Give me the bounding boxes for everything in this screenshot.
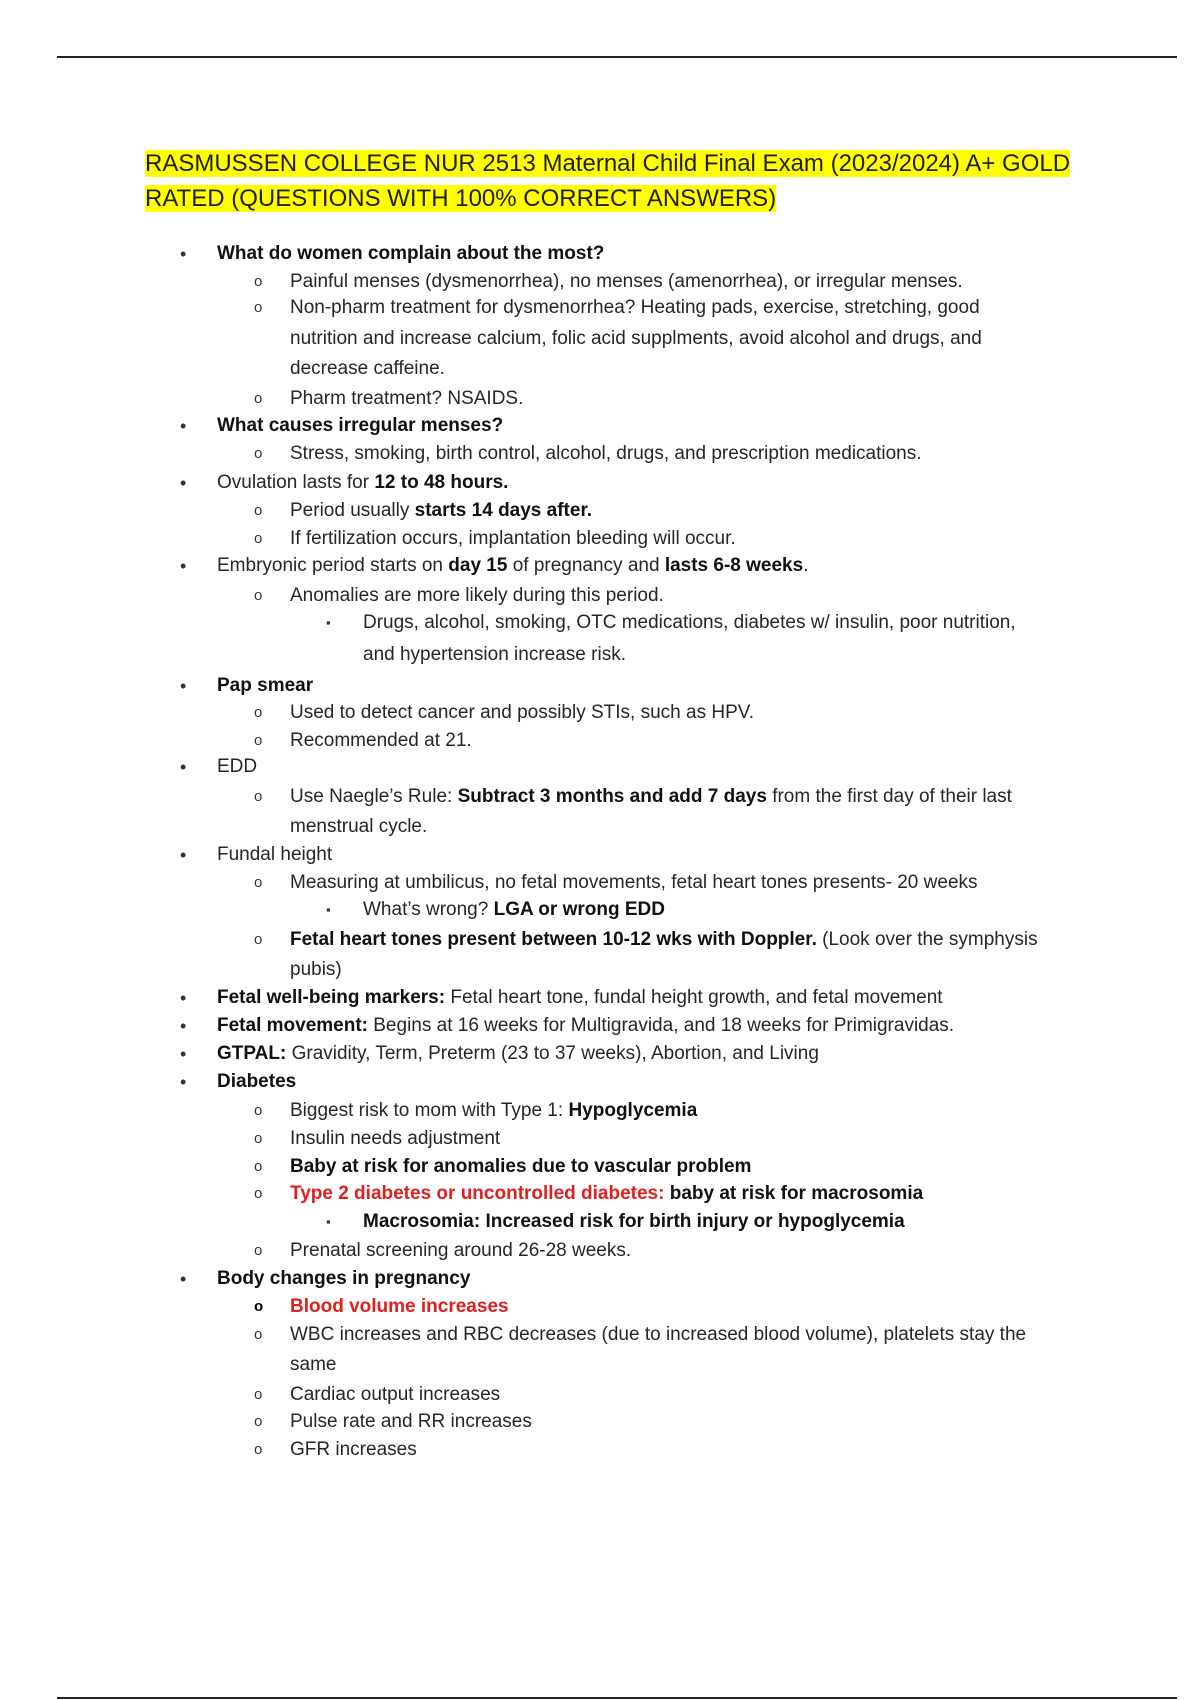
list-item: Measuring at umbilicus, no fetal movements, fetal heart tones presents- 20 weeks: [290, 872, 978, 893]
header-rule: [57, 56, 1177, 58]
list-item: Fundal height: [217, 844, 333, 865]
list-item: [290, 1295, 509, 1319]
circle-marker: o: [254, 1413, 263, 1430]
circle-marker: o: [254, 390, 263, 407]
list-item: GTPAL: Gravidity, Term, Preterm (23 to 37 weeks), Abortion, and Living: [217, 1043, 819, 1064]
list-item: Fetal heart tones present between 10-12 wks with Doppler. (Look over the symphysis: [290, 929, 1038, 950]
list-item: Macrosomia: Increased risk for birth injury or hypoglycemia: [363, 1211, 905, 1232]
list-item-continuation: nutrition and increase calcium, folic acid supplments, avoid alcohol and drugs, and: [290, 328, 982, 349]
document-title: [145, 146, 1105, 216]
circle-marker: o: [254, 1298, 264, 1315]
circle-marker: o: [254, 587, 263, 604]
red-emphasis: Type 2 diabetes or uncontrolled diabetes:: [290, 1183, 665, 1204]
list-item: Prenatal screening around 26-28 weeks.: [290, 1240, 632, 1261]
bullet-marker: •: [180, 676, 187, 696]
bullet-marker: •: [180, 1016, 187, 1036]
list-item: Cardiac output increases: [290, 1384, 501, 1405]
bullet-marker: •: [180, 556, 187, 576]
bullet-marker: •: [180, 845, 187, 865]
circle-marker: o: [254, 1130, 263, 1147]
bullet-marker: •: [180, 416, 187, 436]
bullet-marker: •: [180, 1269, 187, 1289]
red-emphasis: Blood volume increases: [290, 1296, 509, 1317]
list-item: If fertilization occurs, implantation bleeding will occur.: [290, 528, 736, 549]
list-item: Non-pharm treatment for dysmenorrhea? Heating pads, exercise, stretching, good: [290, 297, 980, 318]
circle-marker: o: [254, 704, 263, 721]
list-item: Drugs, alcohol, smoking, OTC medications, diabetes w/ insulin, poor nutrition,: [363, 612, 1016, 633]
circle-marker: o: [254, 931, 263, 948]
square-marker: ▪: [326, 615, 331, 630]
bullet-marker: •: [180, 244, 187, 264]
list-item: What’s wrong? LGA or wrong EDD: [363, 899, 665, 920]
list-item: Ovulation lasts for 12 to 48 hours.: [217, 472, 509, 493]
circle-marker: o: [254, 502, 263, 519]
circle-marker: o: [254, 788, 263, 805]
circle-marker: o: [254, 1326, 263, 1343]
list-item-continuation: menstrual cycle.: [290, 816, 428, 837]
list-item: Anomalies are more likely during this period.: [290, 585, 664, 606]
list-item: Baby at risk for anomalies due to vascular problem: [290, 1156, 752, 1177]
bullet-marker: •: [180, 757, 187, 777]
list-item: Pharm treatment? NSAIDS.: [290, 388, 524, 409]
list-item: Stress, smoking, birth control, alcohol, drugs, and prescription medications.: [290, 443, 922, 464]
list-item: Recommended at 21.: [290, 730, 472, 751]
square-marker: ▪: [326, 902, 331, 917]
circle-marker: o: [254, 299, 263, 316]
list-item: Period usually starts 14 days after.: [290, 500, 593, 521]
list-item: Painful menses (dysmenorrhea), no menses (amenorrhea), or irregular menses.: [290, 271, 963, 292]
circle-marker: o: [254, 874, 263, 891]
list-item: GFR increases: [290, 1439, 417, 1460]
list-item: Use Naegle’s Rule: Subtract 3 months and add 7 days from the first day of their last: [290, 786, 1012, 807]
bullet-marker: •: [180, 1044, 187, 1064]
list-item: WBC increases and RBC decreases (due to increased blood volume), platelets stay the: [290, 1324, 1027, 1345]
circle-marker: o: [254, 1185, 263, 1202]
circle-marker: o: [254, 1386, 263, 1403]
circle-marker: o: [254, 273, 263, 290]
circle-marker: o: [254, 732, 263, 749]
bullet-marker: •: [180, 473, 187, 493]
circle-marker: o: [254, 1102, 263, 1119]
circle-marker: o: [254, 530, 263, 547]
list-item-continuation: decrease caffeine.: [290, 358, 445, 379]
list-item-continuation: and hypertension increase risk.: [363, 644, 626, 665]
list-item: Embryonic period starts on day 15 of pregnancy and lasts 6-8 weeks.: [217, 555, 809, 576]
list-item: Fetal well-being markers: Fetal heart tone, fundal height growth, and fetal movement: [217, 987, 943, 1008]
circle-marker: o: [254, 1158, 263, 1175]
list-item: Biggest risk to mom with Type 1: Hypoglycemia: [290, 1100, 698, 1121]
title-highlight: RASMUSSEN COLLEGE NUR 2513 Maternal Child Final Exam (2023/2024) A+ GOLD RATED (QUESTIONS WITH 100% CORRECT ANSWERS): [145, 150, 1071, 212]
list-item: Used to detect cancer and possibly STIs, such as HPV.: [290, 702, 754, 723]
list-item-continuation: same: [290, 1354, 337, 1375]
list-item: Body changes in pregnancy: [217, 1268, 471, 1289]
bullet-marker: •: [180, 1072, 187, 1092]
list-item-continuation: pubis): [290, 959, 342, 980]
footer-rule: [57, 1697, 1177, 1699]
bullet-marker: •: [180, 988, 187, 1008]
list-item: What causes irregular menses?: [217, 415, 504, 436]
square-marker: ▪: [326, 1214, 331, 1229]
circle-marker: o: [254, 445, 263, 462]
list-item: EDD: [217, 756, 258, 777]
list-item: Insulin needs adjustment: [290, 1128, 501, 1149]
circle-marker: o: [254, 1242, 263, 1259]
list-item: Pap smear: [217, 675, 314, 696]
list-item: Diabetes: [217, 1071, 297, 1092]
circle-marker: o: [254, 1441, 263, 1458]
list-item: Pulse rate and RR increases: [290, 1411, 532, 1432]
list-item: Fetal movement: Begins at 16 weeks for Multigravida, and 18 weeks for Primigravidas.: [217, 1015, 955, 1036]
list-item: What do women complain about the most?: [217, 243, 605, 264]
list-item: Type 2 diabetes or uncontrolled diabetes: baby at risk for macrosomia: [290, 1183, 924, 1204]
